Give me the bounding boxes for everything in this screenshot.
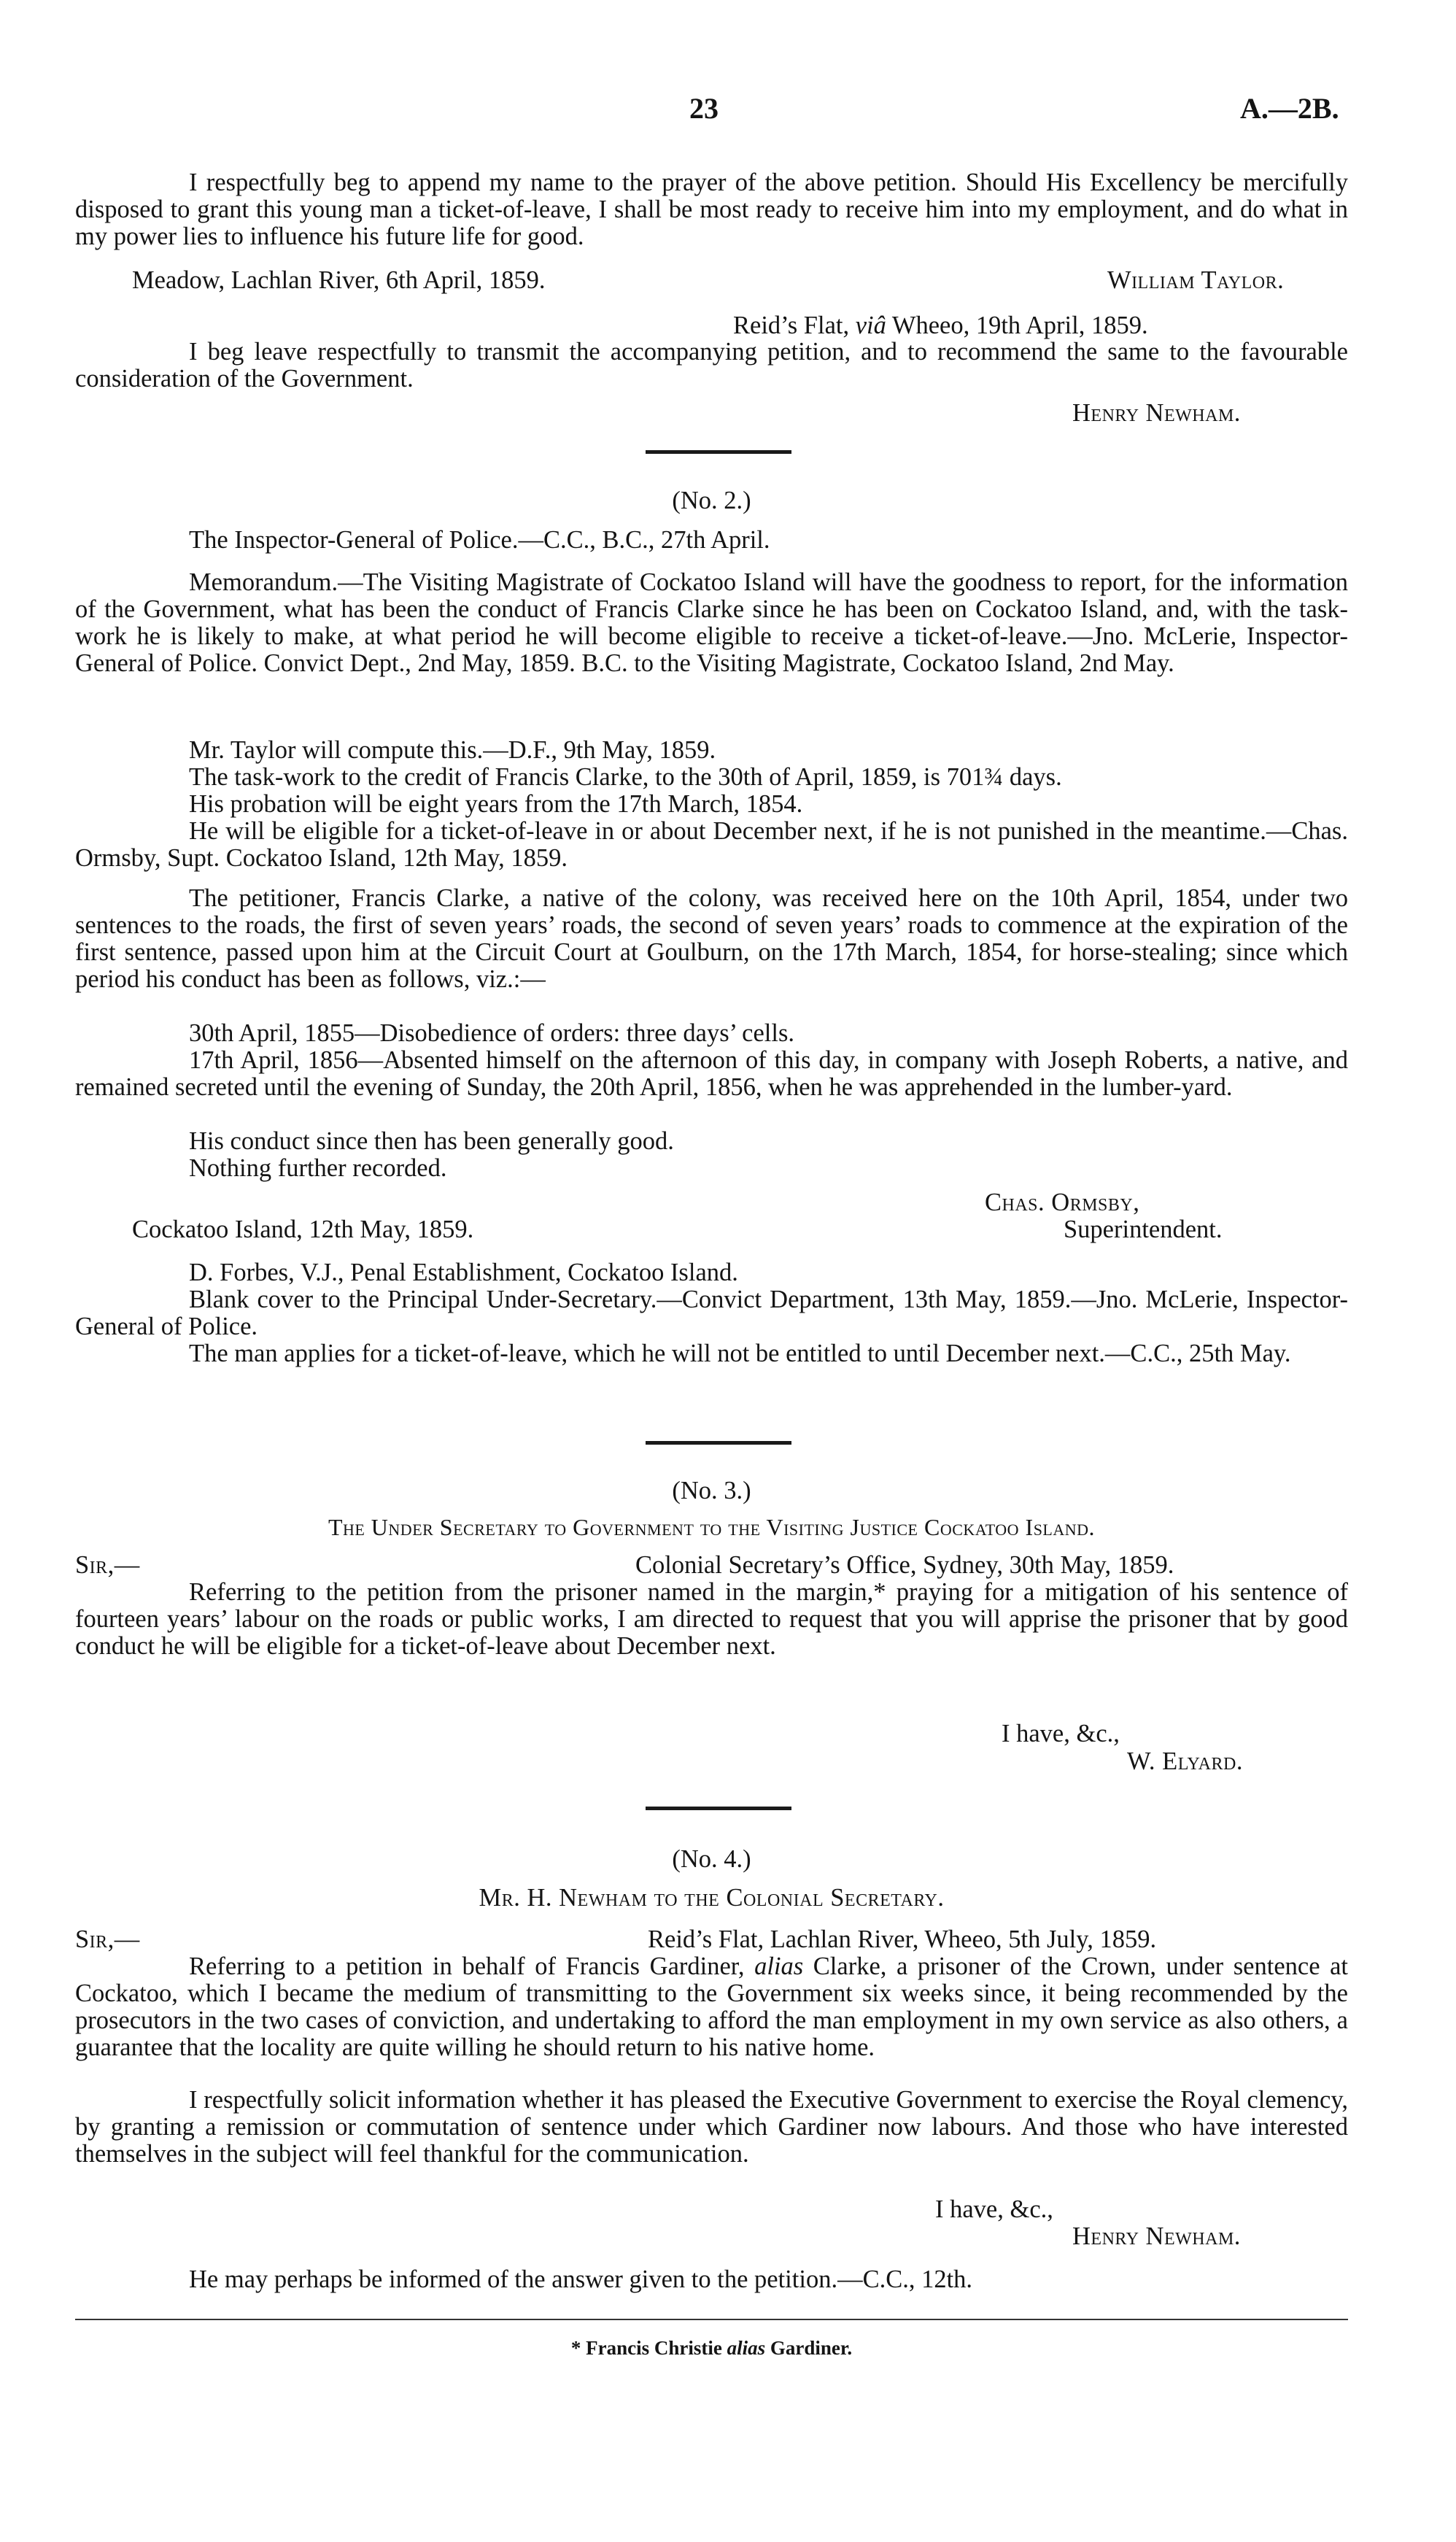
no4-body-1-rest: Clarke, a prisoner of the Crown, under sentence at Cockatoo, which I became the medium of transmitting to the Government six weeks since, it being recommended by the prosecutors in the two cases of conviction, and undertaking to afford the man employment in my own service as also others, a guarantee that the locality are quite willing he should return to his native home. bbox=[75, 1952, 1348, 2061]
newham-signature: Henry Newham. bbox=[1072, 399, 1241, 427]
no3-title: The Under Secretary to Government to the Visiting Justice Cockatoo Island. bbox=[328, 1514, 1096, 1540]
ormsby-title: Superintendent. bbox=[1064, 1216, 1223, 1243]
no4-place-date: Reid’s Flat, Lachlan River, Wheeo, 5th July, 1859. bbox=[648, 1925, 1157, 1953]
no4-body-2: I respectfully solicit information whether it has pleased the Executive Government to exercise the Royal clemency, by granting a remission or commutation of sentence under which Gardiner now labours. And those who have interested themselves in the subject will feel thankful for the communication. bbox=[75, 2086, 1348, 2168]
footnote-name: * Francis Christie bbox=[570, 2337, 727, 2359]
no2-petitioner: The petitioner, Francis Clarke, a native of the colony, was received here on the 10th April, 1854, under two sentences to the roads, the first of seven years’ roads, the second of seven years’ roads to commence at the expiration of the first sentence, passed upon him at the Circuit Court at Goulburn, on the 17th March, 1854, for horse-stealing; since which period his conduct has been as follows, viz.:— bbox=[75, 884, 1348, 993]
ormsby-place-date: Cockatoo Island, 12th May, 1859. bbox=[132, 1216, 474, 1243]
no4-heading: (No. 4.) bbox=[672, 1845, 751, 1873]
no4-closing: I have, &c., bbox=[935, 2195, 1053, 2223]
no3-signature: W. Elyard. bbox=[1127, 1747, 1243, 1775]
no2-memorandum: Memorandum.—The Visiting Magistrate of Cockatoo Island will have the goodness to report, for the information of the Government, what has been the conduct of Francis Clarke since he has been on Cockatoo Island, and, with the task-work he is likely to make, at what period he will become eligible to receive a ticket-of-leave.—Jno. McLerie, Inspector-General of Police. Convict Dept., 2nd May, 1859. B.C. to the Visiting Magistrate, Cockatoo Island, 2nd May. bbox=[75, 568, 1348, 677]
section-divider bbox=[646, 1807, 791, 1810]
no3-salutation: Sir,— bbox=[75, 1551, 140, 1579]
no2-entry-1856: 17th April, 1856—Absented himself on the afternoon of this day, in company with Joseph Roberts, a native, and remained secreted until the evening of Sunday, the 20th April, 1856, when he was apprehended in the lumber-yard. bbox=[75, 1046, 1348, 1101]
no2-applies: The man applies for a ticket-of-leave, which he will not be entitled to until December next.—C.C., 25th May. bbox=[189, 1340, 1291, 1367]
page-number: 23 bbox=[689, 92, 719, 125]
taylor-signature: William Taylor. bbox=[1107, 266, 1285, 294]
footnote-rule bbox=[75, 2319, 1348, 2320]
footnote-alias: alias bbox=[727, 2337, 766, 2359]
ormsby-signature-name: Chas. Ormsby, bbox=[985, 1189, 1140, 1216]
footnote bbox=[75, 2335, 1348, 2362]
no2-nothing-further: Nothing further recorded. bbox=[189, 1154, 447, 1182]
no4-body-1-alias: alias bbox=[754, 1952, 804, 1980]
no2-entry-1855: 30th April, 1855—Disobedience of orders: three days’ cells. bbox=[189, 1019, 795, 1047]
no4-signature: Henry Newham. bbox=[1072, 2222, 1241, 2250]
taylor-place-date: Meadow, Lachlan River, 6th April, 1859. bbox=[132, 266, 546, 294]
footnote-surname: Gardiner. bbox=[765, 2337, 853, 2359]
no4-reply: He may perhaps be informed of the answer given to the petition.—C.C., 12th. bbox=[189, 2265, 973, 2293]
no2-forbes: D. Forbes, V.J., Penal Establishment, Cockatoo Island. bbox=[189, 1259, 738, 1286]
section-divider bbox=[646, 1441, 791, 1445]
no4-title: Mr. H. Newham to the Colonial Secretary. bbox=[479, 1884, 945, 1912]
no2-taskwork: The task-work to the credit of Francis Clarke, to the 30th of April, 1859, is 701¾ days. bbox=[189, 763, 1062, 791]
no2-blank-cover: Blank cover to the Principal Under-Secretary.—Convict Department, 13th May, 1859.—Jno. McLerie, Inspector-General of Police. bbox=[75, 1286, 1348, 1340]
no4-body-1 bbox=[75, 1953, 1348, 2061]
taylor-letter-body: I respectfully beg to append my name to the prayer of the above petition. Should His Excellency be mercifully disposed to grant this young man a ticket-of-leave, I shall be most ready to receive him into my employment, and do what in my power lies to influence his future life for good. bbox=[75, 169, 1348, 250]
no3-body: Referring to the petition from the prisoner named in the margin,* praying for a mitigation of his sentence of fourteen years’ labour on the roads or public works, I am directed to request that you will apprise the prisoner that by good conduct he will be eligible for a ticket-of-leave about December next. bbox=[75, 1578, 1348, 1660]
no2-conduct: His conduct since then has been generally good. bbox=[189, 1127, 674, 1155]
newham-place-date: Reid’s Flat, viâ Wheeo, 19th April, 1859. bbox=[733, 312, 1148, 339]
no2-probation: His probation will be eight years from the 17th March, 1854. bbox=[189, 790, 803, 818]
section-divider bbox=[646, 450, 791, 454]
no2-heading: (No. 2.) bbox=[672, 487, 751, 514]
no4-salutation: Sir,— bbox=[75, 1925, 140, 1953]
no2-to-line: The Inspector-General of Police.—C.C., B.C., 27th April. bbox=[189, 526, 770, 554]
no3-place-date: Colonial Secretary’s Office, Sydney, 30th May, 1859. bbox=[635, 1551, 1174, 1579]
no2-eligible: He will be eligible for a ticket-of-leave in or about December next, if he is not punished in the meantime.—Chas. Ormsby, Supt. Cockatoo Island, 12th May, 1859. bbox=[75, 817, 1348, 872]
no3-closing: I have, &c., bbox=[1002, 1720, 1120, 1747]
no2-taylor-compute: Mr. Taylor will compute this.—D.F., 9th May, 1859. bbox=[189, 736, 716, 764]
newham-note-body: I beg leave respectfully to transmit the accompanying petition, and to recommend the same to the favourable consideration of the Government. bbox=[75, 338, 1348, 393]
no4-body-1-start: Referring to a petition in behalf of Francis Gardiner, bbox=[189, 1952, 755, 1980]
document-reference: A.—2B. bbox=[1240, 92, 1339, 125]
no3-heading: (No. 3.) bbox=[672, 1477, 751, 1504]
